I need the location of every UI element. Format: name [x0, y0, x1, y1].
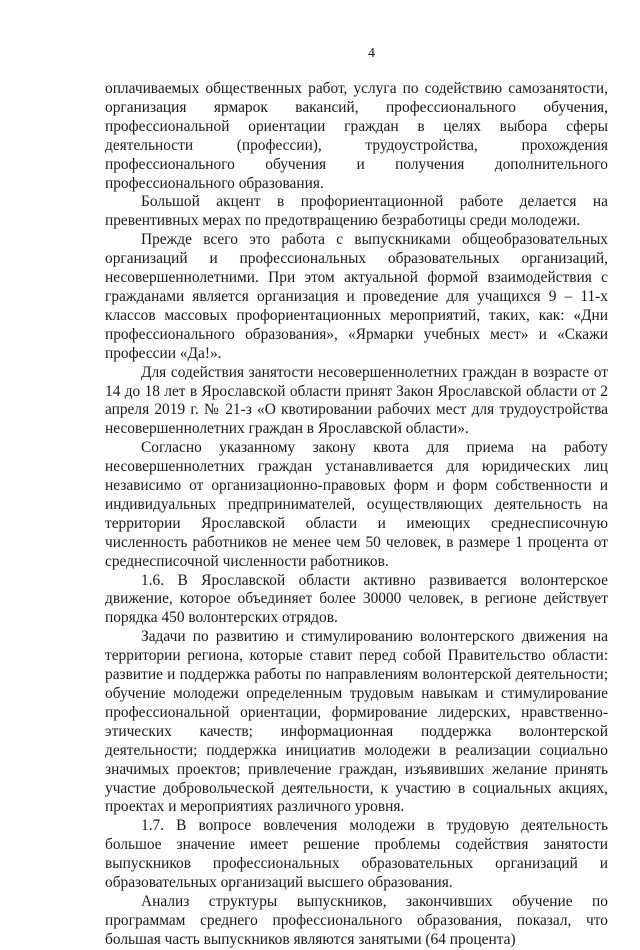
paragraph-volunteer-tasks: Задачи по развитию и стимулированию волонтерского движения на территории региона, которые ставит перед собой Правительство области: развитие и поддержка работы по направлениям волонтерской деятельности; обучение молодежи определенным трудовым навыкам и стимулирование профессиональной ориентации, формирование лидерских, нравственно-этических качеств; информационная поддержка волонтерской деятельности; поддержка инициатив молодежи в реализации социально значимых проектов; привлечение граждан, изъявивших желание принять участие добровольческой деятельности, к участию в социальных акциях, проектах и мероприятиях различного уровня.: [105, 628, 608, 816]
page-number: 4: [368, 46, 375, 61]
paragraph-services-continued: оплачиваемых общественных работ, услуга по содействию самозанятости, организация ярмарок вакансий, профессионального обучения, профессиональной ориентации граждан в целях выбора сферы деятельности (профессии), трудоустройства, прохождения профессионального обучения и получения дополнительного профессионального образования.: [105, 80, 608, 192]
document-body: [105, 80, 608, 950]
paragraph-graduates-analysis: Анализ структуры выпускников, закончивших обучение по программам среднего профессионального образования, показал, что большая часть выпускников являются занятыми (64 процента): [105, 892, 608, 948]
paragraph-quota: Согласно указанному закону квота для приема на работу несовершеннолетних граждан устанавливается для юридических лиц независимо от организационно-правовых форм и форм собственности и индивидуальных предпринимателей, осуществляющих деятельность на территории Ярославской области и имеющих среднесписочную численность работников не менее чем 50 человек, в размере 1 процента от среднесписочной численности работников.: [105, 439, 608, 570]
paragraph-volunteer-movement: 1.6. В Ярославской области активно развивается волонтерское движение, которое объединяет более 30000 человек, в регионе действует порядка 450 волонтерских отрядов.: [105, 571, 608, 627]
paragraph-minors-employment-law: Для содействия занятости несовершеннолетних граждан в возрасте от 14 до 18 лет в Ярославской области принят Закон Ярославской области от 2 апреля 2019 г. № 21-з «О квотировании рабочих мест для трудоустройства несовершеннолетних граждан в Ярославской области».: [105, 363, 608, 438]
paragraph-career-guidance-accent: Большой акцент в профориентационной работе делается на превентивных мерах по предотвращению безработицы среди молодежи.: [105, 193, 608, 230]
paragraph-graduates-work: Прежде всего это работа с выпускниками общеобразовательных организаций и профессиональных образовательных организаций, несовершеннолетними. При этом актуальной формой взаимодействия с гражданами является организация и проведение для учащихся 9 – 11-х классов массовых профориентационных мероприятий, таких, как: «Дни профессионального образования», «Ярмарки учебных мест» и «Скажи профессии «Да!».: [105, 231, 608, 362]
paragraph-youth-employment: 1.7. В вопросе вовлечения молодежи в трудовую деятельность большое значение имеет решение проблемы содействия занятости выпускников профессиональных образовательных организаций и образовательных организаций высшего образования.: [105, 817, 608, 892]
